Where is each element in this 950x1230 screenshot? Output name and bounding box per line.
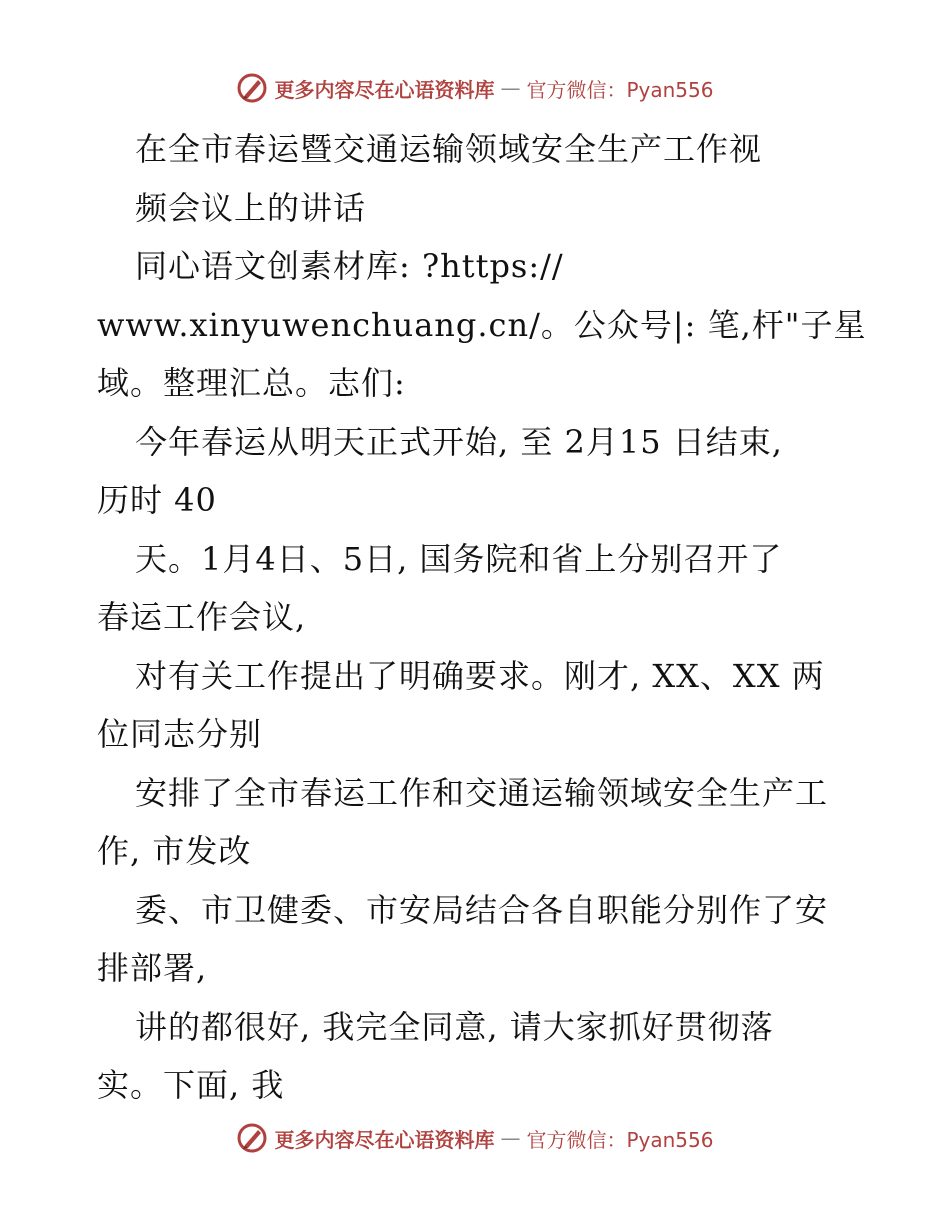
source-line: 同心语文创素材库: ?https:// — [135, 247, 564, 285]
banner-wechat-text: 官方微信：Pyan556 — [526, 1127, 714, 1152]
paragraph-line: 委、市卫健委、市安局结合各自职能分别作了安 — [135, 890, 829, 929]
paragraph-line: 历时 40 — [97, 481, 217, 519]
title-line-1: 在全市春运暨交通运输领域安全生产工作视 — [135, 130, 763, 168]
pen-logo-icon — [236, 1122, 268, 1154]
paragraph-line: 天。1月4日、5日, 国务院和省上分别召开了 — [135, 539, 783, 578]
document-body — [97, 120, 867, 1115]
paragraph-line: 今年春运从明天正式开始, 至 2月15 日结束, — [135, 422, 783, 461]
paragraph-line: 作, 市发改 — [97, 832, 252, 870]
paragraph-line: 春运工作会议, — [97, 598, 307, 636]
greeting-line: 域。整理汇总。志们: — [97, 364, 406, 402]
paragraph-line: 实。下面, 我 — [97, 1066, 285, 1104]
paragraph-line: 对有关工作提出了明确要求。刚才, XX、XX 两 — [135, 656, 825, 695]
banner-main-text: 更多内容尽在心语资料库 — [274, 77, 495, 102]
footer-banner — [0, 1122, 950, 1154]
title-line-2: 频会议上的讲话 — [135, 188, 367, 227]
pen-logo-icon — [236, 72, 268, 104]
banner-main-text: 更多内容尽在心语资料库 — [274, 1127, 495, 1152]
paragraph-line: 安排了全市春运工作和交通运输领域安全生产工 — [135, 773, 829, 812]
source-url-line: www.xinyuwenchuang.cn/。公众号|: 笔,杆"子星 — [97, 305, 867, 344]
banner-separator: — — [500, 76, 521, 100]
header-banner — [0, 72, 950, 104]
paragraph-line: 讲的都很好, 我完全同意, 请大家抓好贯彻落 — [135, 1007, 774, 1046]
banner-wechat-text: 官方微信：Pyan556 — [526, 77, 714, 102]
paragraph-line: 位同志分别 — [97, 715, 263, 753]
banner-separator: — — [500, 1126, 521, 1150]
paragraph-line: 排部署, — [97, 949, 208, 987]
